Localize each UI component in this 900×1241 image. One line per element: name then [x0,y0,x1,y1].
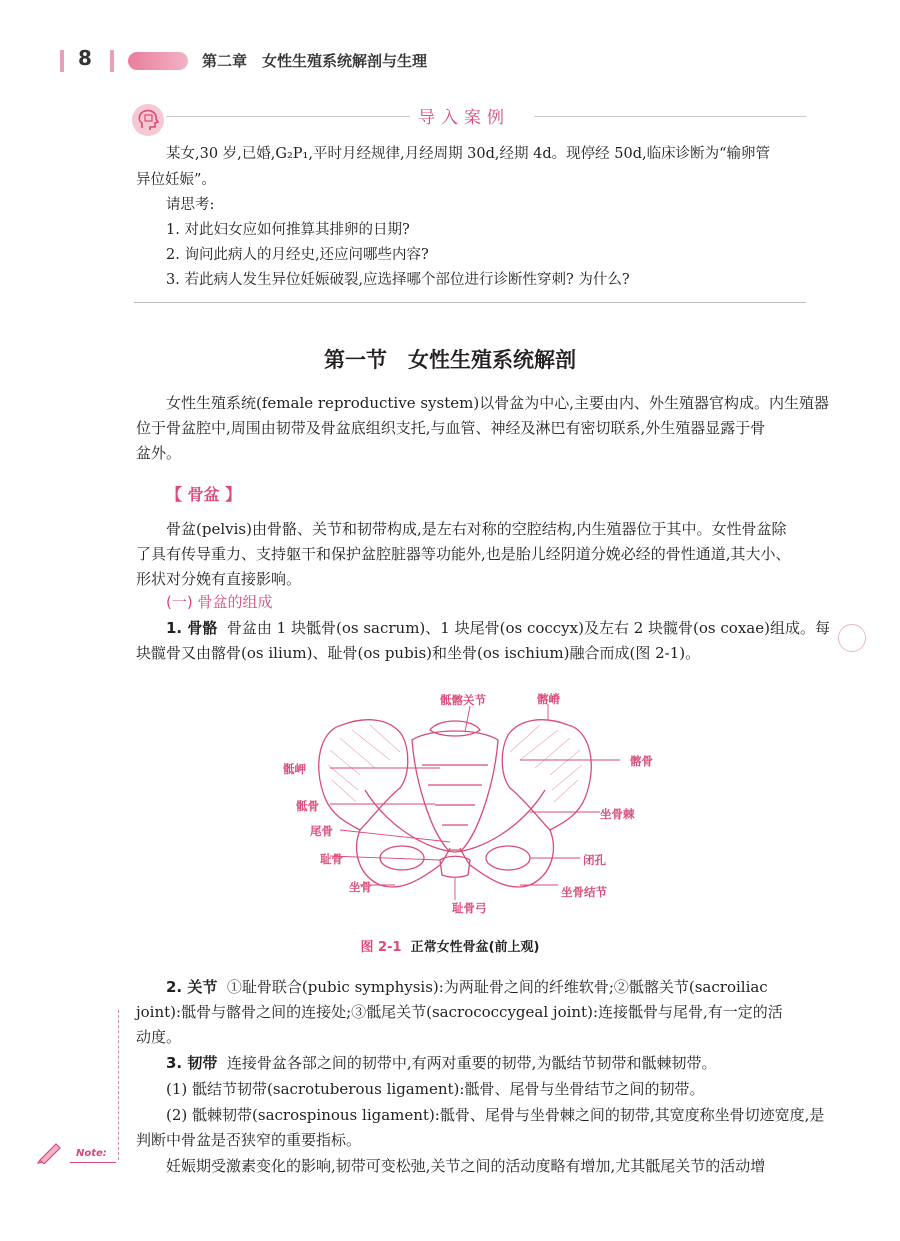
edge-seal-decoration [838,624,866,652]
body-text: 动度。 [136,1028,182,1046]
case-text: 某女,30 岁,已婚,G₂P₁,平时月经规律,月经周期 30d,经期 4d。现停经 50d,临床诊断为“输卵管 [166,146,770,162]
section-title: 第一节 女性生殖系统解剖 [324,348,576,372]
figure-caption [0,936,900,955]
body-text: 妊娠期受激素变化的影响,韧带可变松弛,关节之间的活动度略有增加,尤其骶尾关节的活动增 [166,1157,766,1175]
label-pubic-arch: 耻骨弓 [452,901,487,915]
case-title-rule [166,116,410,117]
body-text: (2) 骶棘韧带(sacrospinous ligament):骶骨、尾骨与坐骨棘之间的韧带,其宽度称坐骨切迹宽度,是 [166,1106,825,1124]
note-underline [70,1162,116,1163]
body-text: ①耻骨联合(pubic symphysis):为两耻骨之间的纤维软骨;②骶髂关节(sacroiliac [226,978,768,996]
figure-number: 图 2-1 [360,940,402,955]
figure-caption-text: 正常女性骨盆(前上观) [410,940,540,955]
subheading: (一) 骨盆的组成 [166,593,273,611]
case-prompt: 请思考: [166,197,215,213]
right-obturator-shape [486,846,530,870]
header-accent-bar [110,50,114,72]
pelvis-heading: 【 骨盆 】 [166,485,242,504]
chapter-title: 第二章 女性生殖系统解剖与生理 [202,52,428,70]
body-text: 女性生殖系统(female reproductive system)以骨盆为中心,主要由内、外生殖器官构成。内生殖器 [166,394,829,412]
note-label: Note: [76,1148,107,1159]
bones-lead: 1. 骨骼 [166,619,218,637]
header-accent-bar [60,50,64,72]
margin-dotted-line [118,1010,119,1160]
joints-paragraph [166,976,768,997]
page-number: 8 [78,46,92,70]
head-thinking-icon [132,104,164,136]
case-title: 导入案例 [418,108,510,128]
ligaments-paragraph [166,1052,716,1073]
sacrum-shape [412,731,498,850]
case-bottom-rule [134,302,806,303]
body-text: (1) 骶结节韧带(sacrotuberous ligament):骶骨、尾骨与坐骨结节之间的韧带。 [166,1080,705,1098]
bones-paragraph [166,617,830,638]
pen-icon [36,1140,66,1164]
right-ischium-shape [460,830,553,887]
case-question: 2. 询问此病人的月经史,还应问哪些内容? [166,247,429,263]
body-text: joint):骶骨与髂骨之间的连接处;③骶尾关节(sacrococcygeal joint):连接骶骨与尾骨,有一定的活 [136,1003,783,1021]
joints-lead: 2. 关节 [166,978,218,996]
label-ischium: 坐骨 [349,880,372,894]
case-question: 3. 若此病人发生异位妊娠破裂,应选择哪个部位进行诊断性穿刺? 为什么? [166,272,630,288]
case-text: 异位妊娠”。 [136,172,216,188]
pubic-symphysis-shape [440,856,470,877]
right-ilium-shape [502,720,591,830]
body-text: 骨盆(pelvis)由骨骼、关节和韧带构成,是左右对称的空腔结构,内生殖器位于其中。女性骨盆除 [166,520,787,538]
body-text: 判断中骨盆是否狭窄的重要指标。 [136,1131,362,1149]
label-iliac-crest: 髂嵴 [537,692,560,706]
label-sacroiliac-joint: 骶髂关节 [440,693,486,707]
label-ischial-tuberosity: 坐骨结节 [561,885,607,899]
body-text: 连接骨盆各部之间的韧带中,有两对重要的韧带,为骶结节韧带和骶棘韧带。 [226,1054,717,1072]
label-coccyx: 尾骨 [310,824,333,838]
body-text: 形状对分娩有直接影响。 [136,570,302,588]
label-sacrum: 骶骨 [296,799,319,813]
body-text: 骨盆由 1 块骶骨(os sacrum)、1 块尾骨(os coccyx)及左右 2 块髋骨(os coxae)组成。每 [226,619,830,637]
label-promontory: 骶岬 [283,762,306,776]
label-pubis: 耻骨 [320,852,343,866]
label-ilium: 髂骨 [630,754,653,768]
label-ischial-spine: 坐骨棘 [600,807,635,821]
label-obturator: 闭孔 [583,853,606,867]
body-text: 块髋骨又由髂骨(os ilium)、耻骨(os pubis)和坐骨(os ischium)融合而成(图 2-1)。 [136,644,701,662]
case-question: 1. 对此妇女应如何推算其排卵的日期? [166,222,410,238]
body-text: 盆外。 [136,444,182,462]
ligaments-lead: 3. 韧带 [166,1054,218,1072]
case-title-rule [534,116,806,117]
body-text: 位于骨盆腔中,周围由韧带及骨盆底组织支托,与血管、神经及淋巴有密切联系,外生殖器显露于骨 [136,419,766,437]
left-ilium-shape [319,720,408,830]
body-text: 了具有传导重力、支持躯干和保护盆腔脏器等功能外,也是胎儿经阴道分娩必经的骨性通道,其大小、 [136,545,791,563]
header-pill-decoration [128,52,188,70]
